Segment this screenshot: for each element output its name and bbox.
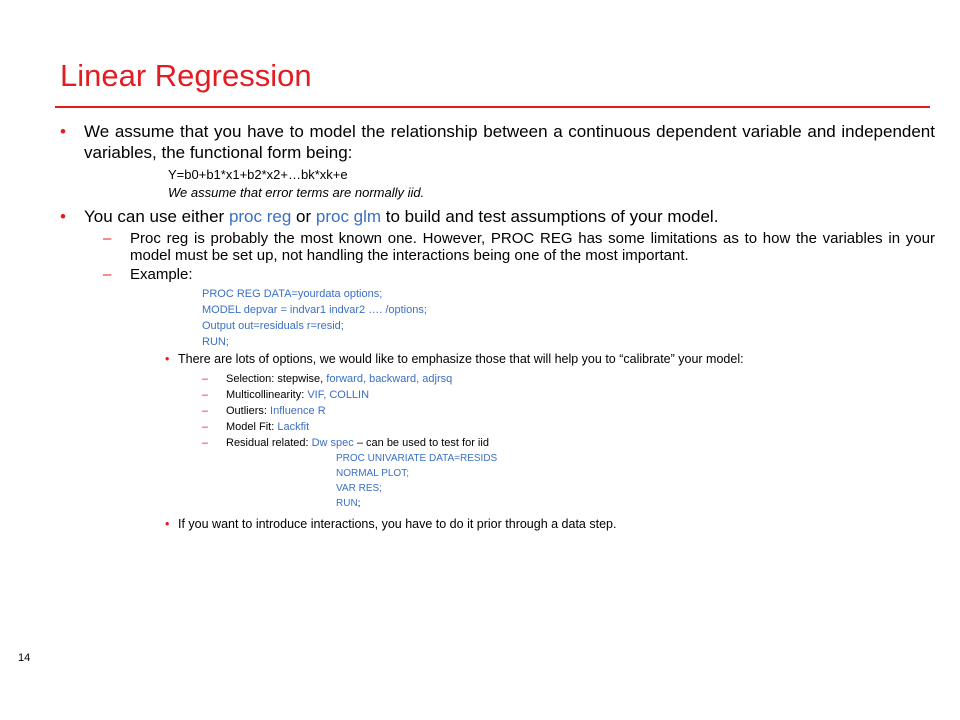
bullet-proc-choice <box>60 206 935 227</box>
bullet-marker: • <box>165 352 170 366</box>
option-label: Model Fit: <box>226 421 278 433</box>
bullet-marker: • <box>60 122 66 141</box>
code-line: Output out=residuals r=resid; <box>202 320 344 332</box>
bullet-text: There are lots of options, we would like to emphasize those that will help you to “calibrate” your model: <box>178 352 744 366</box>
dash-marker: – <box>202 389 209 401</box>
option-label: Residual related: <box>226 437 312 449</box>
regression-formula: Y=b0+b1*x1+b2*x2+…bk*xk+e <box>168 167 348 182</box>
code-text: NORMAL PLOT; <box>336 468 409 479</box>
sub-bullet-text: Proc reg is probably the most known one. However, PROC REG has some limitations as to how the variables in your model must be set up, not handling the interactions being one of the most important. <box>130 230 935 264</box>
option-item <box>60 403 935 419</box>
option-value: Dw spec <box>311 437 354 449</box>
option-value: Lackfit <box>277 421 310 433</box>
option-value: VIF, COLLIN <box>307 389 370 401</box>
slide-content <box>60 121 935 534</box>
bullet-options-intro <box>60 350 935 369</box>
sub-bullet-text: Example: <box>130 266 193 283</box>
option-rest: – can be used to test for iid <box>353 437 489 449</box>
bullet-text-mid: or <box>291 207 316 226</box>
option-value: forward, backward, adjrsq <box>326 373 453 385</box>
code-line <box>60 451 935 466</box>
bullet-marker: • <box>60 207 66 226</box>
code-end: ; <box>357 498 361 509</box>
code-text: PROC UNIVARIATE DATA=RESIDS <box>336 453 498 464</box>
code-line: MODEL depvar = indvar1 indvar2 …. /options; <box>202 304 427 316</box>
sub-bullet-example <box>60 266 935 283</box>
option-value: Influence R <box>270 405 326 417</box>
code-line <box>60 466 935 481</box>
option-label: Outliers: <box>226 405 271 417</box>
title-underline <box>55 106 930 108</box>
dash-marker: – <box>202 405 209 417</box>
bullet-text: If you want to introduce interactions, you have to do it prior through a data step. <box>178 517 617 531</box>
proc-glm-keyword: proc glm <box>315 207 382 226</box>
bullet-text-pre: You can use either <box>84 207 229 226</box>
bullet-model-relationship <box>60 121 935 163</box>
option-item <box>60 387 935 403</box>
code-line <box>60 496 935 511</box>
option-label: Multicollinearity: <box>226 389 308 401</box>
dash-marker: – <box>202 437 209 449</box>
error-terms-note: We assume that error terms are normally iid. <box>168 185 425 200</box>
bullet-marker: • <box>165 517 170 531</box>
bullet-text: We assume that you have to model the relationship between a continuous dependent variable and independent variables, the functional form being: <box>84 122 935 162</box>
dash-marker: – <box>103 230 112 247</box>
bullet-text-post: to build and test assumptions of your model. <box>381 207 719 226</box>
code-text: RUN <box>336 498 358 509</box>
option-label: Selection: stepwise, <box>226 373 327 385</box>
option-item <box>60 371 935 387</box>
dash-marker: – <box>103 266 112 283</box>
sub-bullet-proc-reg <box>60 230 935 264</box>
dash-marker: – <box>202 421 209 433</box>
code-line: RUN; <box>202 336 229 348</box>
option-item <box>60 435 935 451</box>
page-number: 14 <box>18 652 31 664</box>
code-line: PROC REG DATA=yourdata options; <box>202 288 383 300</box>
dash-marker: – <box>202 373 209 385</box>
slide-title: Linear Regression <box>60 58 312 93</box>
option-item <box>60 419 935 435</box>
proc-reg-keyword: proc reg <box>228 207 292 226</box>
bullet-interactions <box>60 515 935 534</box>
code-line <box>60 481 935 496</box>
code-text: VAR RES; <box>336 483 382 494</box>
